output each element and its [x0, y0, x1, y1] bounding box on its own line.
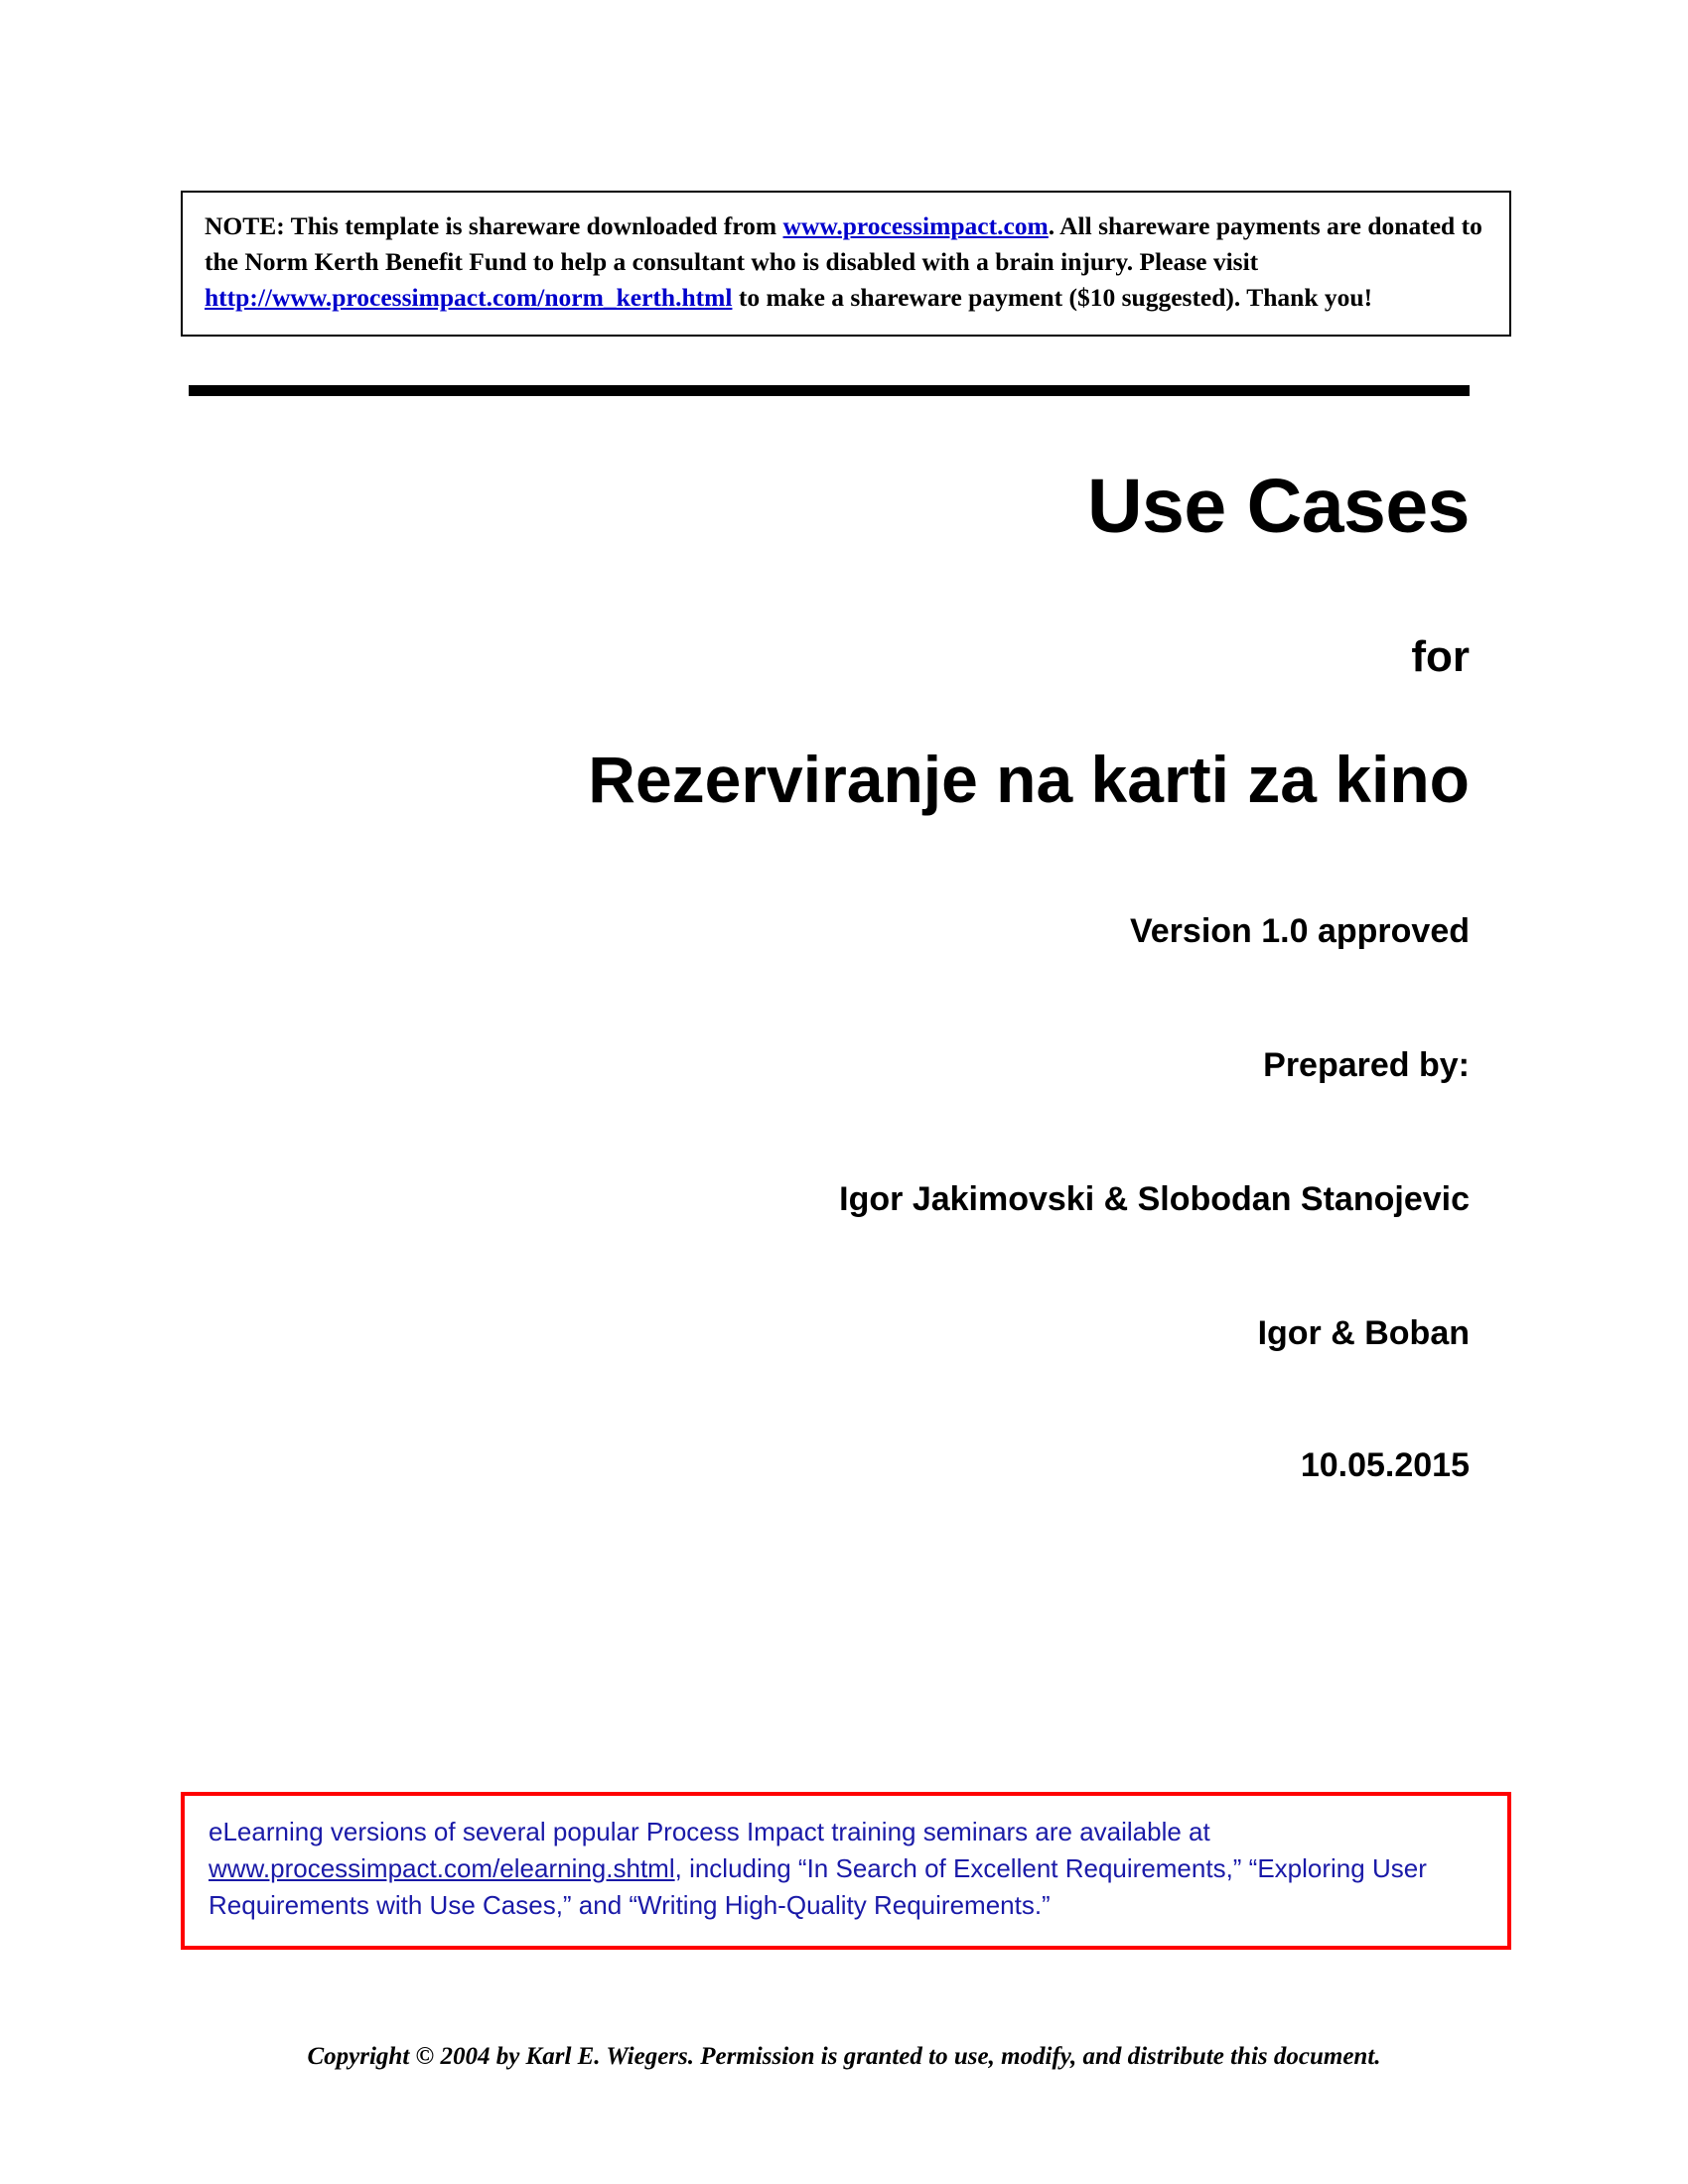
- elearning-promo-text: [209, 1814, 1483, 1924]
- norm-kerth-link[interactable]: http://www.processimpact.com/norm_kerth.html: [205, 283, 733, 313]
- processimpact-link[interactable]: www.processimpact.com: [782, 211, 1049, 240]
- page-title: Use Cases: [1086, 464, 1470, 549]
- elearning-link[interactable]: www.processimpact.com/elearning.shtml: [209, 1852, 675, 1883]
- note-text-2: . All shareware payments are donated to the Norm Kerth Benefit Fund to help a consultant who is disabled with a brain injury. Please visit: [205, 211, 1482, 277]
- note-lead: NOTE:: [205, 211, 285, 240]
- project-name: Rezerviranje na karti za kino: [588, 742, 1470, 816]
- shareware-note-box: [181, 191, 1511, 337]
- prepared-by-label: Prepared by:: [1263, 1046, 1470, 1085]
- note-text-1: This template is shareware downloaded from: [284, 211, 783, 240]
- organization-label: Igor & Boban: [1257, 1314, 1470, 1353]
- elearning-promo-box: [181, 1792, 1511, 1950]
- title-for-label: for: [1411, 631, 1470, 681]
- copyright-notice: Copyright © 2004 by Karl E. Wiegers. Permission is granted to use, modify, and distribute this document.: [307, 2043, 1381, 2070]
- title-block: [179, 464, 1470, 1485]
- header-rule: [189, 385, 1470, 396]
- date-label: 10.05.2015: [1300, 1446, 1470, 1485]
- elearning-promo-inner: [209, 1814, 1483, 1924]
- authors-label: Igor Jakimovski & Slobodan Stanojevic: [839, 1180, 1470, 1219]
- note-text-3: to make a shareware payment ($10 suggested). Thank you!: [732, 283, 1373, 313]
- shareware-note-text: [205, 208, 1487, 317]
- promo-text-2: , including “In Search of Excellent Requirements,” “Exploring User Requirements with Use Cases,” and “Writing High-Quality Requirements.”: [209, 1852, 1427, 1920]
- promo-text-1: eLearning versions of several popular Process Impact training seminars are available at: [209, 1817, 1210, 1846]
- version-label: Version 1.0 approved: [1129, 912, 1470, 951]
